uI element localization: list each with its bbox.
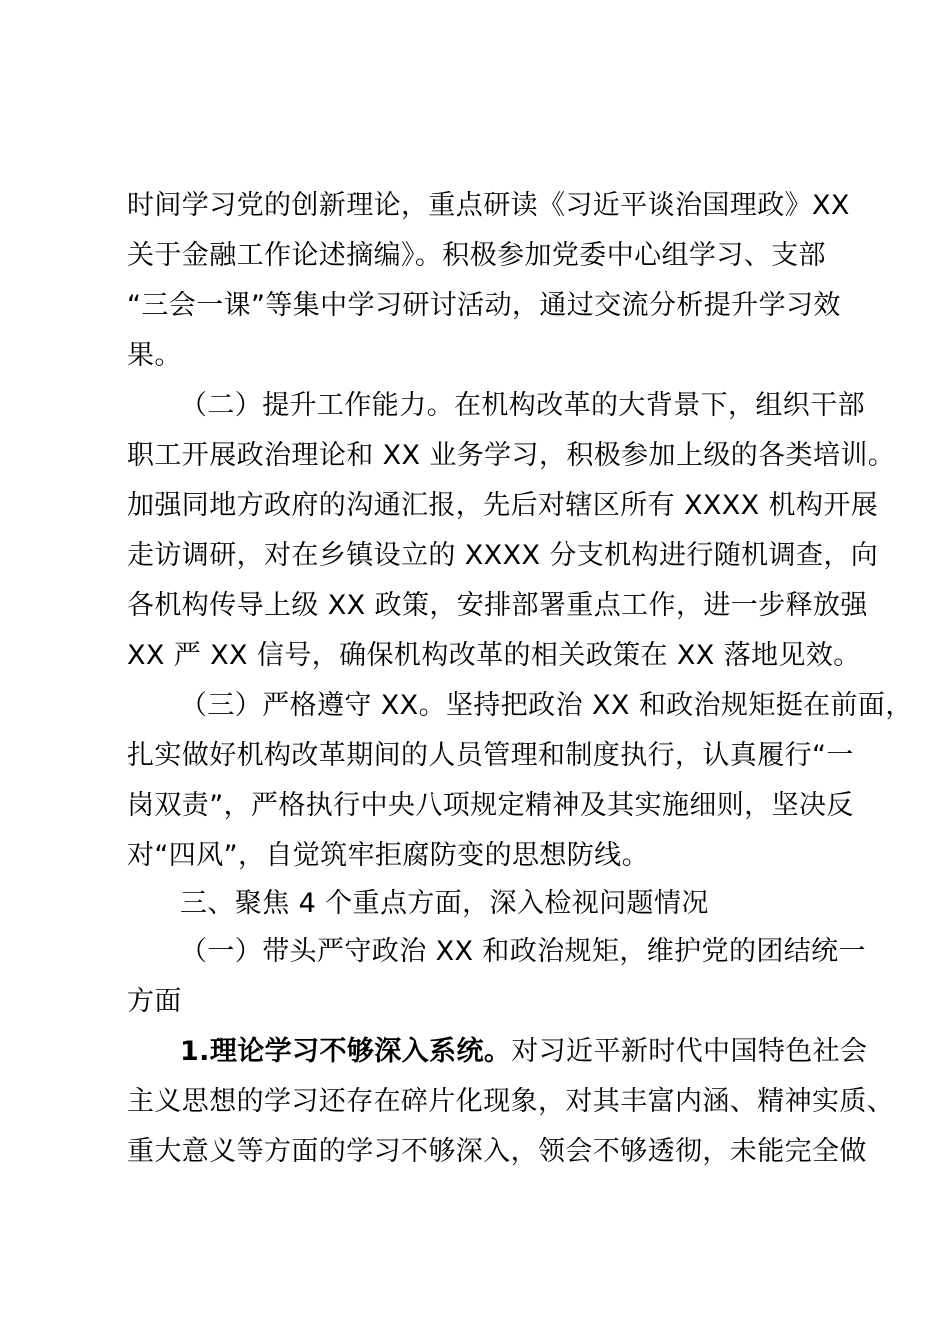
text-line: 对“四风”，自觉筑牢拒腐防变的思想防线。 [127,840,649,871]
text-line: XX 严 XX 信号，确保机构改革的相关政策在 XX 落地见效。 [127,640,861,671]
text-line: 加强同地方政府的沟通汇报，先后对辖区所有 XXXX 机构开展 [127,490,879,521]
text-line: 重大意义等方面的学习不够深入，领会不够透彻，未能完全做 [127,1136,867,1167]
text-line: 主义思想的学习还存在碎片化现象，对其丰富内涵、精神实质、 [127,1086,895,1117]
bold-item-line [180,1026,910,1078]
text-line: 扎实做好机构改革期间的人员管理和制度执行，认真履行“一 [127,740,854,771]
text-line: 各机构传导上级 XX 政策，安排部署重点工作，进一步释放强 [127,590,868,621]
bold-item-text: 对习近平新时代中国特色社会 [511,1036,868,1067]
text-line: “三会一课”等集中学习研讨活动，通过交流分析提升学习效 [127,290,841,321]
text-line: 时间学习党的创新理论，重点研读《习近平谈治国理政》XX [127,190,850,221]
text-line: 关于金融工作论述摘编》。积极参加党委中心组学习、支部 [127,240,826,271]
paragraph-heading-2: （二）提升工作能力。在机构改革的大背景下，组织干部 [180,390,865,421]
section-heading: 三、聚焦 4 个重点方面，深入检视问题情况 [180,888,709,919]
text-line: 职工开展政治理论和 XX 业务学习，积极参加上级的各类培训。 [127,440,896,471]
paragraph-heading-3: （三）严格遵守 XX。坚持把政治 XX 和政治规矩挺在前面， [180,690,913,721]
bold-item-title: 1.理论学习不够深入系统。 [180,1036,512,1067]
text-line: 方面 [127,986,182,1017]
subsection-heading: （一）带头严守政治 XX 和政治规矩，维护党的团结统一 [180,936,866,967]
text-line: 岗双责”，严格执行中央八项规定精神及其实施细则，坚决反 [127,790,854,821]
text-line: 走访调研，对在乡镇设立的 XXXX 分支机构进行随机调查，向 [127,540,879,571]
text-line: 果。 [127,340,182,371]
